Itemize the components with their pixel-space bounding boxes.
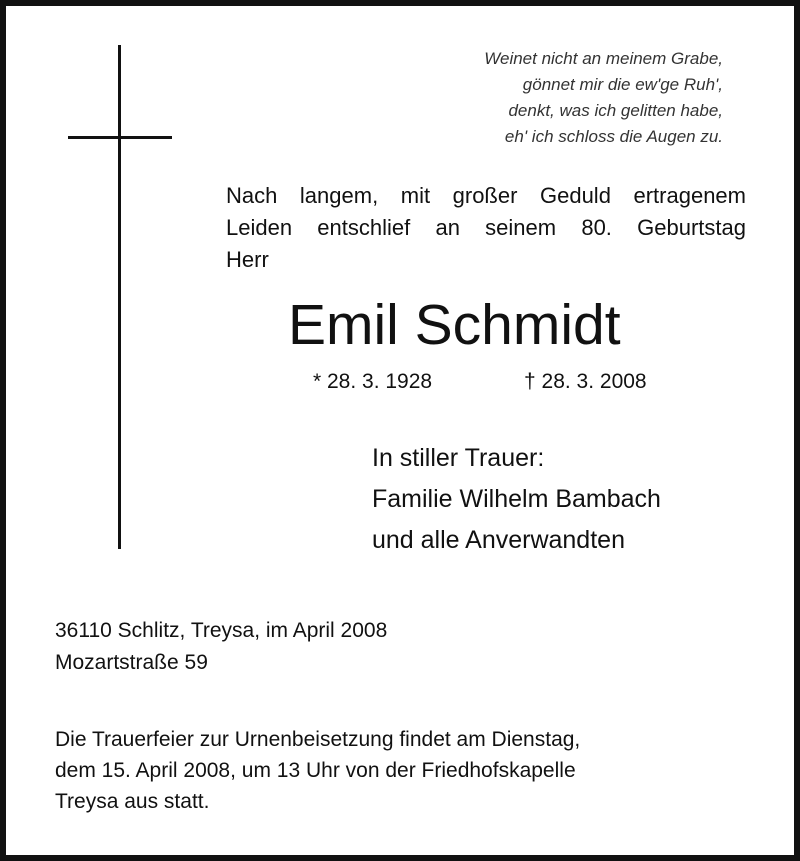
funeral-notice bbox=[55, 724, 580, 817]
mourners-line: Familie Wilhelm Bambach bbox=[372, 485, 661, 513]
intro-line: Leiden entschlief an seinem 80. Geburtstag bbox=[226, 215, 746, 240]
poem-line: denkt, was ich gelitten habe, bbox=[508, 101, 723, 120]
intro-line: Nach langem, mit großer Geduld ertragenem bbox=[226, 183, 746, 208]
death-date: † 28. 3. 2008 bbox=[524, 370, 647, 393]
address-line: Mozartstraße 59 bbox=[55, 651, 208, 674]
cross-horizontal-bar bbox=[68, 136, 172, 139]
poem-line: Weinet nicht an meinem Grabe, bbox=[484, 49, 723, 68]
cross-vertical-bar bbox=[118, 45, 121, 549]
notice-line: Treysa aus statt. bbox=[55, 790, 210, 813]
notice-line: dem 15. April 2008, um 13 Uhr von der Friedhofskapelle bbox=[55, 759, 576, 782]
intro-line: Herr bbox=[226, 247, 269, 272]
deceased-name: Emil Schmidt bbox=[288, 293, 621, 357]
mourners-line: und alle Anverwandten bbox=[372, 526, 625, 554]
mourners bbox=[372, 438, 661, 561]
address bbox=[55, 615, 387, 679]
mourners-line: In stiller Trauer: bbox=[372, 444, 545, 472]
birth-date: * 28. 3. 1928 bbox=[313, 370, 433, 393]
poem-line: eh' ich schloss die Augen zu. bbox=[504, 127, 723, 146]
intro-text bbox=[226, 180, 746, 276]
poem-line: gönnet mir die ew'ge Ruh', bbox=[522, 75, 723, 94]
notice-line: Die Trauerfeier zur Urnenbeisetzung findet am Dienstag, bbox=[55, 728, 581, 751]
address-line: 36110 Schlitz, Treysa, im April 2008 bbox=[55, 619, 388, 642]
poem bbox=[484, 46, 723, 150]
